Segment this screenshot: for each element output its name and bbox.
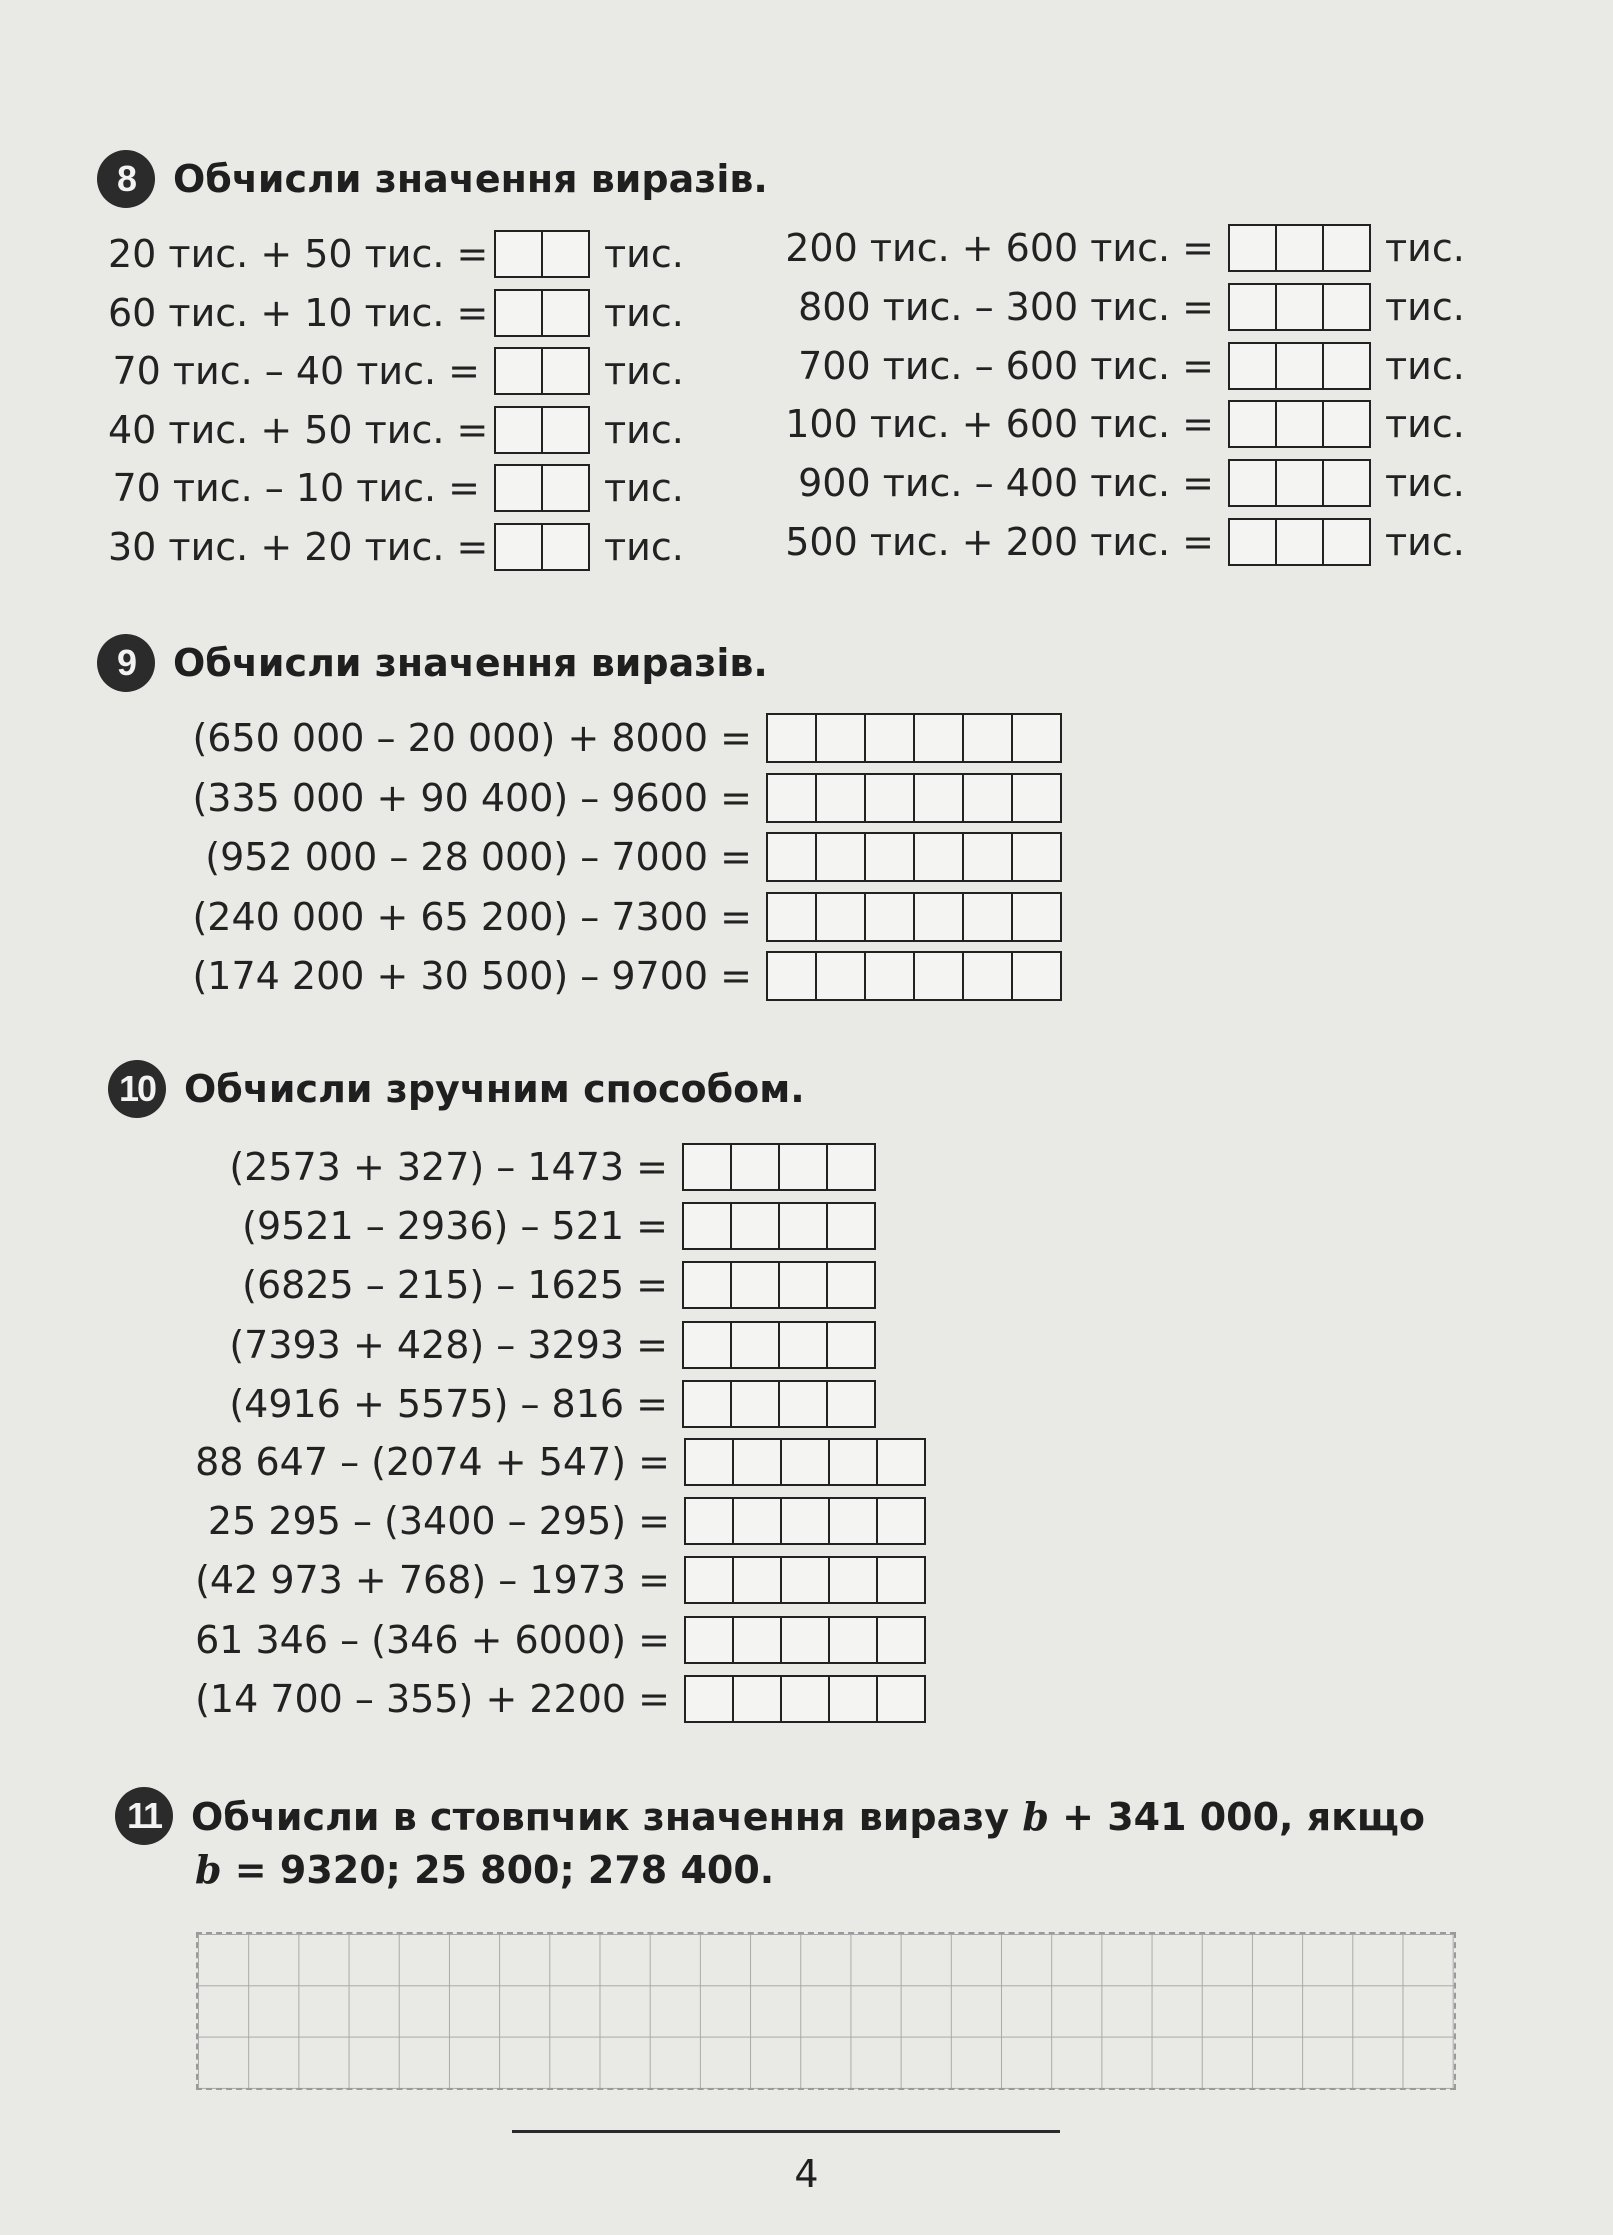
digit-cell[interactable] xyxy=(876,1618,924,1662)
writing-grid[interactable] xyxy=(196,1932,1456,2090)
expression-row xyxy=(186,772,1062,824)
digit-cell[interactable] xyxy=(768,953,815,999)
digit-cell[interactable] xyxy=(541,291,588,335)
digit-cell[interactable] xyxy=(730,1323,778,1367)
expression-row xyxy=(762,516,1465,568)
unit-label: тис. xyxy=(1385,284,1465,329)
digit-cell[interactable] xyxy=(730,1382,778,1426)
expression-row xyxy=(108,287,684,339)
expression-text: (174 200 + 30 500) – 9700 = xyxy=(192,954,752,998)
digit-cell[interactable] xyxy=(1011,715,1060,761)
digit-cell[interactable] xyxy=(541,408,588,452)
unit-label: тис. xyxy=(604,525,684,569)
unit-label: тис. xyxy=(604,466,684,511)
digit-cell[interactable] xyxy=(828,1440,876,1484)
answer-boxes[interactable] xyxy=(682,1202,876,1250)
task-number-badge: 9 xyxy=(97,634,155,692)
digit-cell[interactable] xyxy=(541,525,588,569)
footer-rule xyxy=(512,2130,1060,2133)
digit-cell[interactable] xyxy=(815,894,864,940)
answer-boxes[interactable] xyxy=(682,1380,876,1428)
expression-text: (7393 + 428) – 3293 = xyxy=(229,1322,668,1367)
task-title-part: Обчисли в стовпчик значення виразу xyxy=(191,1794,1023,1839)
task-11-header xyxy=(115,1787,1425,1845)
unit-label: тис. xyxy=(604,232,684,276)
answer-boxes[interactable] xyxy=(682,1143,876,1191)
digit-cell[interactable] xyxy=(732,1677,780,1721)
digit-cell[interactable] xyxy=(780,1499,828,1543)
digit-cell[interactable] xyxy=(780,1677,828,1721)
digit-cell[interactable] xyxy=(496,291,541,335)
digit-cell[interactable] xyxy=(1322,226,1369,270)
expression-text: 200 тис. + 600 тис. = xyxy=(785,226,1214,270)
digit-cell[interactable] xyxy=(732,1440,780,1484)
digit-cell[interactable] xyxy=(1275,520,1322,564)
digit-cell[interactable] xyxy=(864,775,913,821)
digit-cell[interactable] xyxy=(1230,344,1275,388)
answer-boxes[interactable] xyxy=(766,892,1062,942)
digit-cell[interactable] xyxy=(1322,520,1369,564)
digit-cell[interactable] xyxy=(1322,461,1369,505)
expression-row xyxy=(108,404,684,456)
expression-text: (650 000 – 20 000) + 8000 = xyxy=(192,716,752,760)
digit-cell[interactable] xyxy=(962,775,1011,821)
expression-row xyxy=(108,521,684,573)
expression-text: (2573 + 327) – 1473 = xyxy=(229,1145,668,1189)
digit-cell[interactable] xyxy=(768,775,815,821)
expression-text: 700 тис. – 600 тис. = xyxy=(798,343,1214,388)
digit-cell[interactable] xyxy=(780,1440,828,1484)
expression-text: (952 000 – 28 000) – 7000 = xyxy=(205,835,752,879)
digit-cell[interactable] xyxy=(1275,226,1322,270)
digit-cell[interactable] xyxy=(541,466,588,510)
answer-boxes[interactable] xyxy=(766,773,1062,823)
digit-cell[interactable] xyxy=(1230,285,1275,329)
digit-cell[interactable] xyxy=(496,349,541,393)
expression-text: 800 тис. – 300 тис. = xyxy=(798,284,1214,329)
answer-boxes[interactable] xyxy=(766,951,1062,1001)
digit-cell[interactable] xyxy=(686,1558,732,1602)
digit-cell[interactable] xyxy=(913,834,962,880)
expression-text: 40 тис. + 50 тис. = xyxy=(108,407,489,452)
digit-cell[interactable] xyxy=(828,1499,876,1543)
digit-cell[interactable] xyxy=(815,775,864,821)
digit-cell[interactable] xyxy=(730,1145,778,1189)
expression-row xyxy=(212,1200,876,1252)
digit-cell[interactable] xyxy=(876,1677,924,1721)
digit-cell[interactable] xyxy=(496,232,541,276)
answer-boxes[interactable] xyxy=(766,832,1062,882)
expression-text: 60 тис. + 10 тис. = xyxy=(108,290,489,335)
unit-label: тис. xyxy=(1385,226,1465,270)
digit-cell[interactable] xyxy=(815,953,864,999)
digit-cell[interactable] xyxy=(1275,285,1322,329)
expression-row xyxy=(190,1614,926,1666)
digit-cell[interactable] xyxy=(826,1204,874,1248)
digit-cell[interactable] xyxy=(962,715,1011,761)
answer-boxes[interactable] xyxy=(684,1675,926,1723)
digit-cell[interactable] xyxy=(1230,226,1275,270)
expression-row xyxy=(190,1554,926,1606)
digit-cell[interactable] xyxy=(1275,344,1322,388)
digit-cell[interactable] xyxy=(684,1323,730,1367)
unit-label: тис. xyxy=(1385,402,1465,447)
digit-cell[interactable] xyxy=(496,466,541,510)
unit-label: тис. xyxy=(604,290,684,335)
digit-cell[interactable] xyxy=(541,349,588,393)
task-title: Обчисли зручним способом. xyxy=(184,1067,805,1111)
digit-cell[interactable] xyxy=(913,715,962,761)
answer-boxes[interactable] xyxy=(682,1261,876,1309)
expression-row xyxy=(212,1319,876,1371)
digit-cell[interactable] xyxy=(768,894,815,940)
digit-cell[interactable] xyxy=(732,1499,780,1543)
digit-cell[interactable] xyxy=(730,1263,778,1307)
expression-row xyxy=(762,281,1465,333)
digit-cell[interactable] xyxy=(864,953,913,999)
expression-text: (6825 – 215) – 1625 = xyxy=(242,1263,668,1308)
digit-cell[interactable] xyxy=(828,1618,876,1662)
expression-text: 20 тис. + 50 тис. = xyxy=(108,232,489,276)
digit-cell[interactable] xyxy=(1011,834,1060,880)
digit-cell[interactable] xyxy=(1011,894,1060,940)
digit-cell[interactable] xyxy=(962,953,1011,999)
expression-text: 88 647 – (2074 + 547) = xyxy=(195,1440,670,1484)
expression-row xyxy=(190,1436,926,1488)
answer-boxes[interactable] xyxy=(1228,400,1371,448)
digit-cell[interactable] xyxy=(684,1382,730,1426)
expression-text: (240 000 + 65 200) – 7300 = xyxy=(192,894,752,939)
digit-cell[interactable] xyxy=(780,1558,828,1602)
answer-boxes[interactable] xyxy=(684,1497,926,1545)
digit-cell[interactable] xyxy=(684,1145,730,1189)
expression-text: 70 тис. – 40 тис. = xyxy=(112,349,480,394)
digit-cell[interactable] xyxy=(826,1145,874,1189)
expression-text: (14 700 – 355) + 2200 = xyxy=(195,1676,670,1721)
digit-cell[interactable] xyxy=(778,1323,826,1367)
digit-cell[interactable] xyxy=(815,715,864,761)
expression-text: (4916 + 5575) – 816 = xyxy=(229,1381,668,1426)
digit-cell[interactable] xyxy=(826,1382,874,1426)
expression-row xyxy=(108,228,684,280)
task-title: Обчисли значення виразів. xyxy=(173,641,768,685)
digit-cell[interactable] xyxy=(730,1204,778,1248)
digit-cell[interactable] xyxy=(684,1263,730,1307)
task-11-values xyxy=(195,1847,774,1892)
task-number-badge: 10 xyxy=(108,1060,166,1118)
digit-cell[interactable] xyxy=(684,1204,730,1248)
task-title xyxy=(191,1794,1425,1839)
answer-boxes[interactable] xyxy=(1228,342,1371,390)
answer-boxes[interactable] xyxy=(684,1616,926,1664)
expression-row xyxy=(186,950,1062,1002)
digit-cell[interactable] xyxy=(864,894,913,940)
digit-cell[interactable] xyxy=(496,525,541,569)
page-number: 4 xyxy=(794,2152,819,2196)
expression-row xyxy=(762,340,1465,392)
digit-cell[interactable] xyxy=(768,715,815,761)
values-text: = 9320; 25 800; 278 400. xyxy=(221,1848,775,1892)
expression-text: 500 тис. + 200 тис. = xyxy=(785,520,1214,564)
digit-cell[interactable] xyxy=(826,1263,874,1307)
digit-cell[interactable] xyxy=(1322,344,1369,388)
answer-boxes[interactable] xyxy=(1228,224,1371,272)
digit-cell[interactable] xyxy=(686,1618,732,1662)
digit-cell[interactable] xyxy=(913,953,962,999)
expression-text: 25 295 – (3400 – 295) = xyxy=(207,1499,670,1544)
expression-text: (335 000 + 90 400) – 9600 = xyxy=(192,775,752,820)
answer-boxes[interactable] xyxy=(766,713,1062,763)
answer-boxes[interactable] xyxy=(494,464,590,512)
digit-cell[interactable] xyxy=(1011,953,1060,999)
digit-cell[interactable] xyxy=(876,1499,924,1543)
digit-cell[interactable] xyxy=(732,1618,780,1662)
digit-cell[interactable] xyxy=(780,1618,828,1662)
answer-boxes[interactable] xyxy=(494,230,590,278)
digit-cell[interactable] xyxy=(1275,461,1322,505)
digit-cell[interactable] xyxy=(778,1263,826,1307)
expression-row xyxy=(186,712,1062,764)
expression-row xyxy=(108,345,684,397)
digit-cell[interactable] xyxy=(864,715,913,761)
answer-boxes[interactable] xyxy=(684,1438,926,1486)
expression-text: (42 973 + 768) – 1973 = xyxy=(195,1558,670,1603)
expression-row xyxy=(108,462,684,514)
task-number-badge: 8 xyxy=(97,150,155,208)
digit-cell[interactable] xyxy=(1322,285,1369,329)
unit-label: тис. xyxy=(1385,520,1465,564)
variable-b: b xyxy=(195,1847,222,1892)
expression-row xyxy=(186,831,1062,883)
digit-cell[interactable] xyxy=(778,1204,826,1248)
expression-text: 900 тис. – 400 тис. = xyxy=(798,461,1214,506)
expression-row xyxy=(212,1259,876,1311)
answer-boxes[interactable] xyxy=(1228,518,1371,566)
unit-label: тис. xyxy=(604,349,684,394)
answer-boxes[interactable] xyxy=(1228,459,1371,507)
answer-boxes[interactable] xyxy=(494,406,590,454)
digit-cell[interactable] xyxy=(541,232,588,276)
unit-label: тис. xyxy=(1385,343,1465,388)
variable-b: b xyxy=(1022,1793,1049,1839)
task-title: Обчисли значення виразів. xyxy=(173,157,768,201)
unit-label: тис. xyxy=(604,407,684,452)
task-10-header xyxy=(108,1060,805,1118)
digit-cell[interactable] xyxy=(913,775,962,821)
expression-text: (9521 – 2936) – 521 = xyxy=(242,1204,668,1249)
expression-row xyxy=(190,1495,926,1547)
answer-boxes[interactable] xyxy=(684,1556,926,1604)
task-title-part: + 341 000, якщо xyxy=(1048,1794,1426,1839)
digit-cell[interactable] xyxy=(913,894,962,940)
digit-cell[interactable] xyxy=(686,1677,732,1721)
digit-cell[interactable] xyxy=(686,1440,732,1484)
digit-cell[interactable] xyxy=(732,1558,780,1602)
digit-cell[interactable] xyxy=(1275,402,1322,446)
task-8-header xyxy=(97,150,768,208)
unit-label: тис. xyxy=(1385,461,1465,506)
digit-cell[interactable] xyxy=(815,834,864,880)
digit-cell[interactable] xyxy=(1011,775,1060,821)
digit-cell[interactable] xyxy=(496,408,541,452)
digit-cell[interactable] xyxy=(864,834,913,880)
answer-boxes[interactable] xyxy=(1228,283,1371,331)
expression-row xyxy=(212,1141,876,1193)
digit-cell[interactable] xyxy=(962,834,1011,880)
answer-boxes[interactable] xyxy=(682,1321,876,1369)
expression-row xyxy=(186,891,1062,943)
answer-boxes[interactable] xyxy=(494,347,590,395)
digit-cell[interactable] xyxy=(778,1382,826,1426)
expression-row xyxy=(212,1378,876,1430)
expression-row xyxy=(190,1673,926,1725)
task-9-header xyxy=(97,634,768,692)
expression-text: 100 тис. + 600 тис. = xyxy=(785,402,1214,447)
digit-cell[interactable] xyxy=(826,1323,874,1367)
digit-cell[interactable] xyxy=(768,834,815,880)
digit-cell[interactable] xyxy=(1230,461,1275,505)
digit-cell[interactable] xyxy=(962,894,1011,940)
expression-text: 30 тис. + 20 тис. = xyxy=(108,525,489,569)
expression-row xyxy=(762,222,1465,274)
digit-cell[interactable] xyxy=(778,1145,826,1189)
task-number-badge: 11 xyxy=(115,1787,173,1845)
digit-cell[interactable] xyxy=(828,1558,876,1602)
expression-row xyxy=(762,398,1465,450)
digit-cell[interactable] xyxy=(828,1677,876,1721)
expression-text: 70 тис. – 10 тис. = xyxy=(112,466,480,511)
answer-boxes[interactable] xyxy=(494,289,590,337)
digit-cell[interactable] xyxy=(1230,520,1275,564)
digit-cell[interactable] xyxy=(686,1499,732,1543)
digit-cell[interactable] xyxy=(876,1440,924,1484)
expression-row xyxy=(762,457,1465,509)
digit-cell[interactable] xyxy=(1230,402,1275,446)
answer-boxes[interactable] xyxy=(494,523,590,571)
expression-text: 61 346 – (346 + 6000) = xyxy=(195,1617,670,1662)
digit-cell[interactable] xyxy=(1322,402,1369,446)
digit-cell[interactable] xyxy=(876,1558,924,1602)
